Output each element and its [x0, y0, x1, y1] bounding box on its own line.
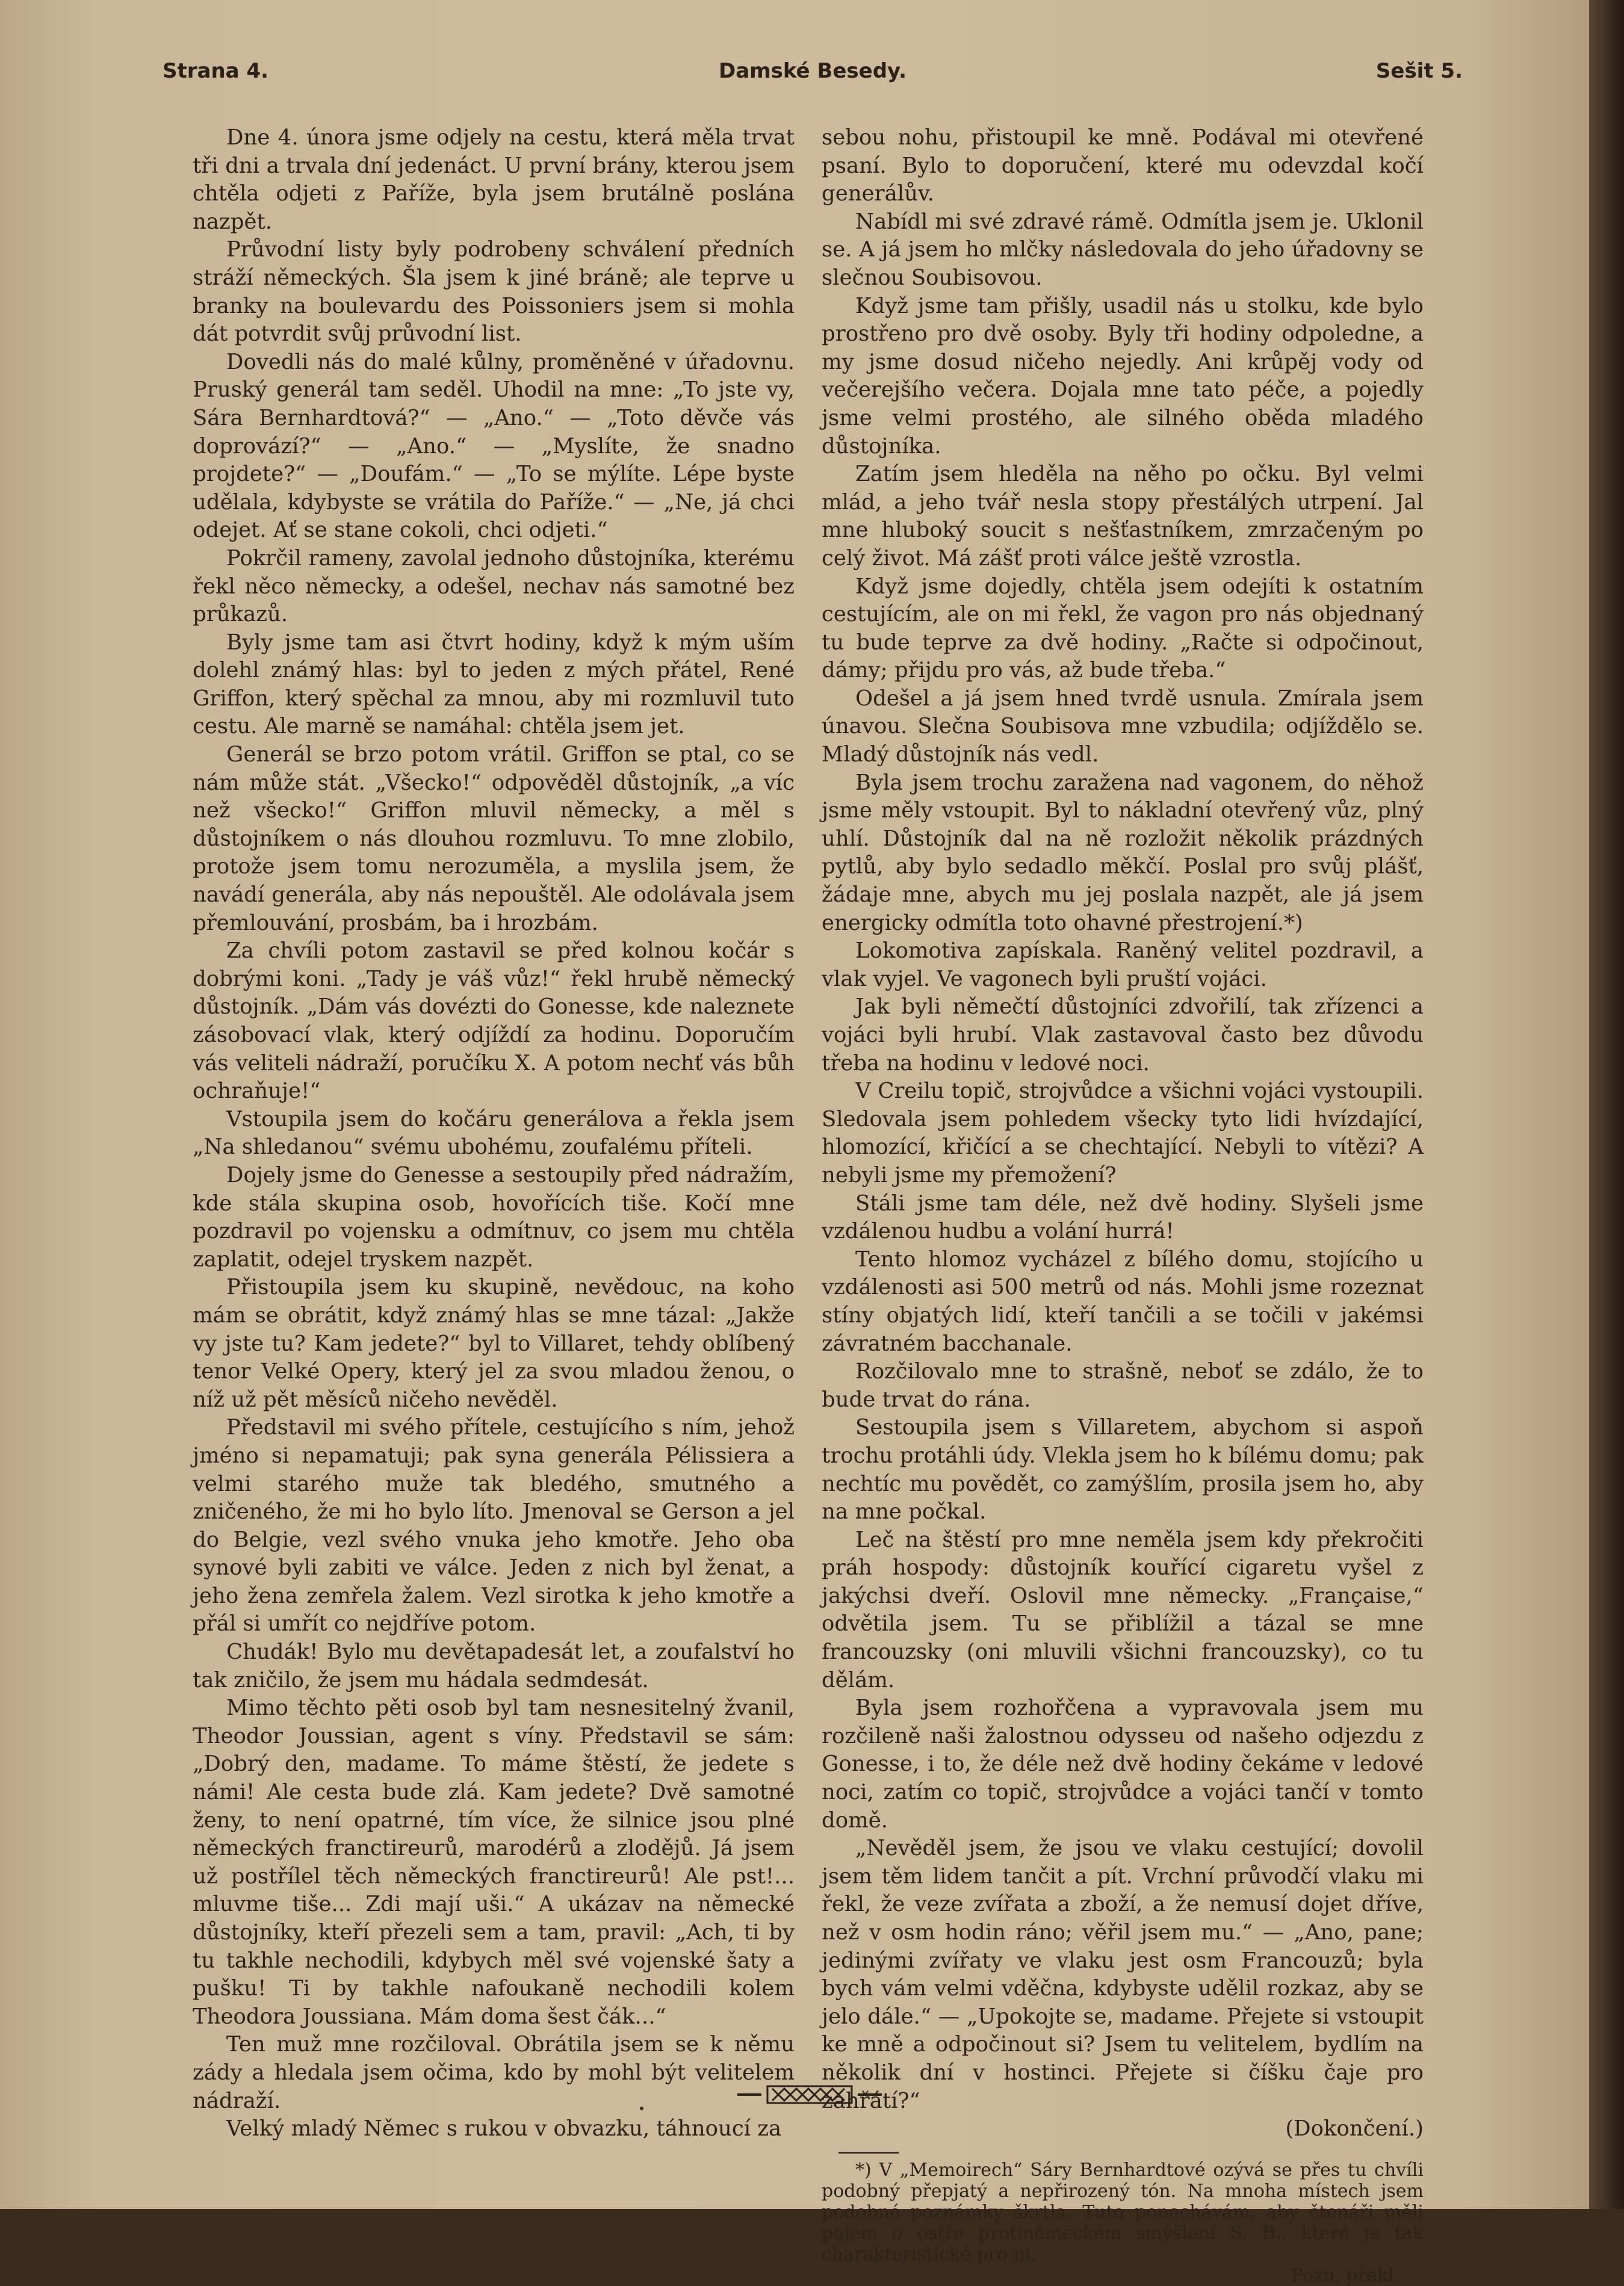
- paragraph: Za chvíli potom zastavil se před kolnou kočár s dobrými koni. „Tady je váš vůz!“ řekl hrubě německý důstojník. „Dám vás dovézti do Gonesse, kde naleznete zásobovací vlak, který odjíždí za hodinu. Doporučím vás veliteli nádraží, poručíku X. A potom nechť vás bůh ochraňuje!“: [193, 938, 795, 1104]
- paragraph: Sestoupila jsem s Villaretem, abychom si aspoň trochu protáhli údy. Vlekla jsem ho k bílému domu; pak nechtíc mu povědět, co zamýšlím, prosila jsem ho, aby na mne počkal.: [822, 1415, 1424, 1525]
- paragraph: Lokomotiva zapískala. Raněný velitel pozdravil, a vlak vyjel. Ve vagonech byli pruští vojáci.: [822, 938, 1424, 991]
- paragraph: Dne 4. února jsme odjely na cestu, která měla trvat tři dni a trvala dní jedenáct. U první brány, kterou jsem chtěla odjeti z Paříže, byla jsem brutálně poslána nazpět.: [193, 125, 795, 234]
- paragraph: Zatím jsem hleděla na něho po očku. Byl velmi mlád, a jeho tvář nesla stopy přestálých utrpení. Jal mne hluboký soucit s nešťastníkem, zmrzačeným po celý život. Má zášť proti válce ještě vzrostla.: [822, 462, 1424, 571]
- page-binding-edge: [1589, 0, 1624, 2209]
- paragraph: Průvodní listy byly podrobeny schválení předních stráží německých. Šla jsem k jiné bráně; ale teprve u branky na boulevardu des Poissoniers jsem si mohla dát potvrdit svůj průvodní list.: [193, 237, 795, 347]
- paragraph: Ten muž mne rozčiloval. Obrátila jsem se k němu zády a hledala jsem očima, kdo by mohl být velitelem nádraží.: [193, 2032, 795, 2113]
- end-ornament-icon: [737, 2083, 882, 2107]
- paragraph: Nabídl mi své zdravé rámě. Odmítla jsem je. Uklonil se. A já jsem ho mlčky následovala do jeho úřadovny se slečnou Soubisovou.: [822, 209, 1424, 290]
- paragraph: Leč na štěstí pro mne neměla jsem kdy překročiti práh hospody: důstojník kouřící cigaretu vyšel z jakýchsi dveří. Oslovil mne německy. „Française,“ odvětila jsem. Tu se přiblížil a tázal se mne francouzsky (oni mluvili všichni francouzsky), co tu dělám.: [822, 1527, 1424, 1693]
- issue-number: Sešit 5.: [1375, 59, 1463, 83]
- paragraph: Když jsme dojedly, chtěla jsem odejíti k ostatním cestujícím, ale on mi řekl, že vagon pro nás objednaný tu bude teprve za dvě hodiny. „Račte si odpočinout, dámy; přijdu pro vás, až bude třeba.“: [822, 574, 1424, 683]
- page-header: [163, 59, 1463, 95]
- continuation-note: (Dokončení.): [1285, 2116, 1424, 2142]
- paragraph: Odešel a já jsem hned tvrdě usnula. Zmírala jsem únavou. Slečna Soubisova mne vzbudila; odjíždělo se. Mladý důstojník nás vedl.: [822, 686, 1424, 767]
- paragraph: V Creilu topič, strojvůdce a všichni vojáci vystoupili. Sledovala jsem pohledem všecky tyto lidi hvízdající, hlomozící, křičící a se chechtající. Nebyli to vítězi? A nebyli jsme my přemožení?: [822, 1079, 1424, 1188]
- paragraph: Pokrčil rameny, zavolal jednoho důstojníka, kterému řekl něco německy, a odešel, nechav nás samotné bez průkazů.: [193, 545, 795, 627]
- page-number: Strana 4.: [163, 59, 269, 83]
- paragraph: Tento hlomoz vycházel z bílého domu, stojícího u vzdálenosti asi 500 metrů od nás. Mohli jsme rozeznat stíny objatých lidí, kteří tančili a se točili v jakémsi závratném bacchanale.: [822, 1247, 1424, 1356]
- paragraph: Dojely jsme do Genesse a sestoupily před nádražím, kde stála skupina osob, hovořících tiše. Kočí mne pozdravil po vojensku a odmítnuv, co jsem mu chtěla zaplatit, odejel tryskem nazpět.: [193, 1162, 795, 1272]
- paragraph: Přistoupila jsem ku skupině, nevědouc, na koho mám se obrátit, když známý hlas se mne tázal: „Jakže vy jste tu? Kam jedete?“ byl to Villaret, tehdy oblíbený tenor Velké Opery, který jel za svou mladou ženou, o níž už pět měsíců ničeho nevěděl.: [193, 1275, 795, 1412]
- paragraph: Byla jsem rozhořčena a vypravovala jsem mu rozčileně naši žalostnou odysseu od našeho odjezdu z Gonesse, i to, že déle než dvě hodiny čekáme v ledové noci, zatím co topič, strojvůdce a vojáci tančí v tomto domě.: [822, 1696, 1424, 1833]
- paragraph: Jak byli němečtí důstojníci zdvořilí, tak zřízenci a vojáci byli hrubí. Vlak zastavoval často bez důvodu třeba na hodinu v ledové noci.: [822, 994, 1424, 1076]
- paragraph: Když jsme tam přišly, usadil nás u stolku, kde bylo prostřeno pro dvě osoby. Byly tři hodiny odpoledne, a my jsme dosud ničeho nejedly. Ani krůpěj vody od večerejšího večera. Dojala mne tato péče, a pojedly jsme velmi prostého, ale silného oběda mladého důstojníka.: [822, 293, 1424, 459]
- ink-dot: [640, 2107, 643, 2110]
- footnote-text: *) V „Memoirech“ Sáry Bernhardtové ozývá se přes tu chvíli podobný přepjatý a nepřirozený tón. Na mnoha místech jsem podobné poznámky škrtla. Tuto ponechávám, aby čtenáři měli pojem o ostře protiněmeckém smýšlení S. B., které je tak charakteristické pro ni.: [822, 2159, 1424, 2265]
- left-column: [193, 124, 795, 2143]
- paragraph: Vstoupila jsem do kočáru generálova a řekla jsem „Na shledanou“ svému ubohému, zoufalému příteli.: [193, 1106, 795, 1160]
- paragraph: Stáli jsme tam déle, než dvě hodiny. Slyšeli jsme vzdálenou hudbu a volání hurrá!: [822, 1191, 1424, 1244]
- magazine-title: Damské Besedy.: [719, 59, 907, 83]
- paragraph: sebou nohu, přistoupil ke mně. Podával mi otevřené psaní. Bylo to doporučení, které mu odevzdal kočí generálův.: [822, 125, 1424, 206]
- right-column: [822, 124, 1424, 2286]
- paragraph: Dovedli nás do malé kůlny, proměněné v úřadovnu. Pruský generál tam seděl. Uhodil na mne: „To jste vy, Sára Bernhardtová?“ — „Ano.“ — „Toto děvče vás doprovází?“ — „Ano.“ — „Myslíte, že snadno projdete?“ — „Doufám.“ — „To se mýlíte. Lépe byste udělala, kdybyste se vrátila do Paříže.“ — „Ne, já chci odejet. Ať se stane cokoli, chci odjeti.“: [193, 349, 795, 543]
- paragraph: Velký mladý Němec s rukou v obvazku, táhnoucí za: [226, 2116, 782, 2142]
- paragraph: Chudák! Bylo mu devětapadesát let, a zoufalství ho tak zničilo, že jsem mu hádala sedmdesát.: [193, 1640, 795, 1693]
- footnote-divider: [838, 2152, 899, 2154]
- paragraph: Mimo těchto pěti osob byl tam nesnesitelný žvanil, Theodor Joussian, agent s víny. Představil se sám: „Dobrý den, madame. To máme štěstí, že jedete s námi! Ale cesta bude zlá. Kam jedete? Dvě samotné ženy, to není opatrné, tím více, že silnice jsou plné německých franctireurů, marodérů a zlodějů. Já jsem už postřílel těch německých franctireurů! Ale pst!... mluvme tiše... Zdi mají uši.“ A ukázav na německé důstojníky, kteří přezeli sem a tam, pravil: „Ach, ti by tu takhle nechodili, kdybych měl své vojenské šaty a pušku! Ti by takhle nafoukaně nechodili kolem Theodora Joussiana. Mám doma šest čák...“: [193, 1696, 795, 2029]
- paragraph: Byly jsme tam asi čtvrt hodiny, když k mým uším dolehl známý hlas: byl to jeden z mých přátel, René Griffon, který spěchal za mnou, aby mi rozmluvil tuto cestu. Ale marně se namáhal: chtěla jsem jet.: [193, 630, 795, 739]
- paragraph: „Nevěděl jsem, že jsou ve vlaku cestující; dovolil jsem těm lidem tančit a pít. Vrchní průvodčí vlaku mi řekl, že veze zvířata a zboží, a že nemusí dojet dříve, než v osm hodin ráno; věřil jsem mu.“ — „Ano, pane; jedinými zvířaty ve vlaku jest osm Francouzů; byla bych vám velmi vděčna, kdybyste udělil rozkaz, aby se jelo dále.“ — „Upokojte se, madame. Přejete si vstoupit ke mně a odpočinout si? Jsem tu velitelem, bydlím na několik dní v hostinci. Přejete si číšku čaje pro zahřátí?“: [822, 1836, 1424, 2113]
- paragraph: Rozčilovalo mne to strašně, neboť se zdálo, že to bude trvat do rána.: [822, 1359, 1424, 1412]
- paragraph: Představil mi svého přítele, cestujícího s ním, jehož jméno si nepamatuji; pak syna generála Pélissiera a velmi starého muže tak bledého, smutného a zničeného, že mi ho bylo líto. Jmenoval se Gerson a jel do Belgie, vezl svého vnuka jeho kmotře. Jeho oba synové byli zabiti ve válce. Jeden z nich byl ženat, a jeho žena zemřela žalem. Vezl sirotka k jeho kmotře a přál si umřít co nejdříve potom.: [193, 1415, 795, 1637]
- paragraph: Byla jsem trochu zaražena nad vagonem, do něhož jsme měly vstoupit. Byl to nákladní otevřený vůz, plný uhlí. Důstojník dal na ně rozložit několik prázdných pytlů, aby bylo sedadlo měkčí. Poslal pro svůj plášť, žádaje mne, abych mu jej poslala nazpět, ale já jsem energicky odmítla toto ohavné přestrojení.*): [822, 770, 1424, 935]
- footnote-signature: Pozn. překl.: [1291, 2264, 1399, 2286]
- paragraph: Generál se brzo potom vrátil. Griffon se ptal, co se nám může stát. „Všecko!“ odpověděl důstojník, „a víc než všecko!“ Griffon mluvil německy, a měl s důstojníkem o nás dlouhou rozmluvu. To mne zlobilo, protože jsem tomu nerozuměla, a myslila jsem, že navádí generála, aby nás nepouštěl. Ale odolávala jsem přemlouvání, prosbám, ba i hrozbám.: [193, 742, 795, 935]
